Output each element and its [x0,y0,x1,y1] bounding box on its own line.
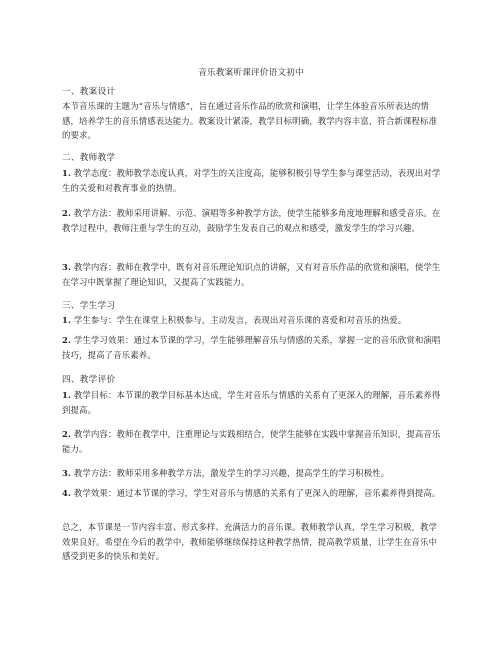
evaluation-item-goal [62,388,442,417]
item-number: 2. [62,335,72,345]
item-text: 教学目标：本节课的教学目标基本达成，学生对音乐与情感的关系有了更深入的理解，音乐素养得到提高。 [62,390,441,415]
evaluation-item-effect [62,486,442,501]
evaluation-item-content [62,427,442,456]
section-heading-design: 一、教案设计 [62,87,116,97]
evaluation-item-method [62,466,442,481]
item-text: 学生学习效果：通过本节课的学习，学生能够理解音乐与情感的关系，掌握一定的音乐欣赏和演唱技巧，提高了音乐素养。 [62,335,441,360]
teaching-item-method [62,206,442,235]
item-number: 2. [62,429,72,439]
section-heading-learning: 三、学生学习 [62,301,116,311]
item-number: 1. [62,390,72,400]
section-heading-evaluation: 四、教学评价 [62,375,116,385]
learning-item-participation [62,313,442,328]
item-text: 教学方法：教师采用讲解、示范、演唱等多种教学方法，使学生能够多角度地理解和感受音乐。在教学过程中，教师注重与学生的互动，鼓励学生发表自己的观点和感受，激发学生的学习兴趣。 [62,208,441,233]
item-number: 1. [62,315,72,325]
item-text: 学生参与：学生在课堂上积极参与，主动发言，表现出对音乐课的喜爱和对音乐的热爱。 [73,315,407,325]
section-design-paragraph: 本节音乐课的主题为“音乐与情感”，旨在通过音乐作品的欣赏和演唱，让学生体验音乐所表达的情感，培养学生的音乐情感表达能力。教案设计紧凑，教学目标明确，教学内容丰富，符合新课程标准的要求。 [62,101,438,141]
item-text: 教学效果：通过本节课的学习，学生对音乐与情感的关系有了更深入的理解，音乐素养得到提高。 [73,488,441,498]
item-text: 教学内容：教师在教学中，既有对音乐理论知识点的讲解，又有对音乐作品的欣赏和演唱，使学生在学习中既掌握了理论知识，又提高了实践能力。 [62,262,441,287]
item-number: 3. [62,468,72,478]
item-text: 教学内容：教师在教学中，注重理论与实践相结合，使学生能够在实践中掌握音乐知识，提高音乐能力。 [62,429,441,454]
section-heading-teaching: 二、教师教学 [62,153,116,163]
summary-paragraph: 总之，本节课是一节内容丰富、形式多样、充满活力的音乐课。教师教学认真，学生学习积极，教学效果良好。希望在今后的教学中，教师能够继续保持这种教学热情，提高教学质量，让学生在音乐中感受到更多的快乐和美好。 [62,522,438,562]
item-number: 1. [62,168,72,178]
item-number: 3. [62,262,72,272]
learning-item-effect [62,333,442,362]
item-text: 教学态度：教师教学态度认真，对学生的关注度高，能够积极引导学生参与课堂活动，表现出对学生的关爱和对教育事业的热情。 [62,168,441,193]
item-number: 4. [62,488,72,498]
document-title: 音乐教案听课评价语文初中 [198,68,304,78]
teaching-item-attitude [62,166,442,195]
item-number: 2. [62,208,72,218]
teaching-item-content [62,260,442,289]
item-text: 教学方法：教师采用多种教学方法，激发学生的学习兴趣，提高学生的学习积极性。 [73,468,390,478]
